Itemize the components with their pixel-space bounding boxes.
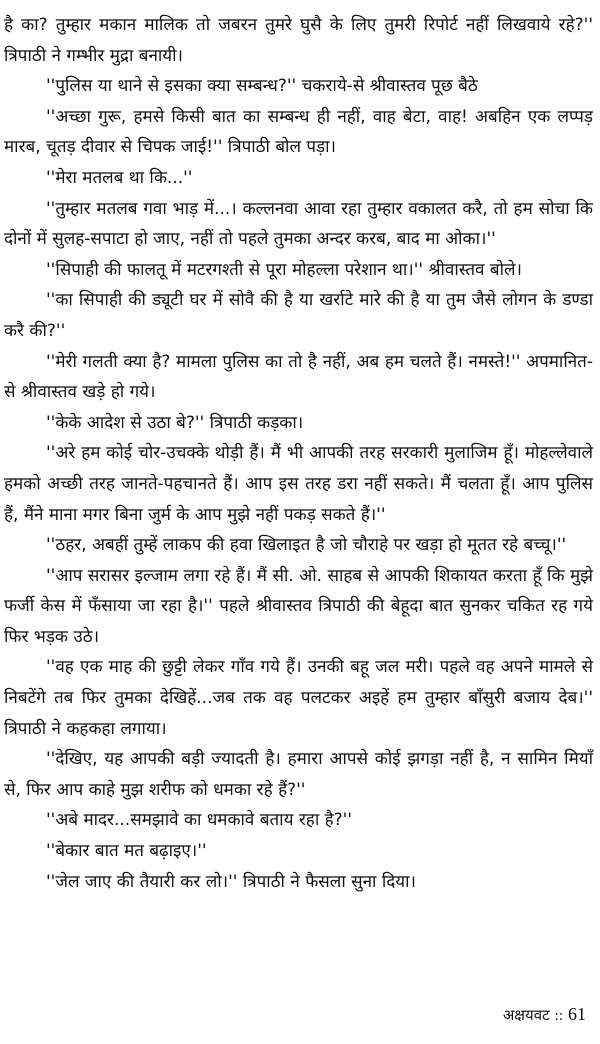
paragraph: है का? तुम्हार मकान मालिक तो जबरन तुमरे घुसै के लिए तुमरी रिपोर्ट नहीं लिखवाये रहे?'' त्रिपाठी ने गम्भीर मुद्रा बनायी। [4, 15, 593, 66]
page-number: 61 [568, 1004, 586, 1024]
paragraph: ''का सिपाही की ड्यूटी घर में सोवै की है या खर्राटे मारे की है या तुम जैसे लोगन के डण्डा करै की?'' [4, 290, 593, 341]
paragraph: ''बेकार बात मत बढ़ाइए।'' [46, 841, 207, 862]
paragraph: ''मेरी गलती क्या है? मामला पुलिस का तो है नहीं, अब हम चलते हैं। नमस्ते!'' अपमानित-से श्रीवास्तव खड़े हो गये। [4, 351, 593, 403]
page-footer [503, 1004, 586, 1025]
paragraph: ''पुलिस या थाने से इसका क्या सम्बन्ध?'' चकराये-से श्रीवास्तव पूछ बैठे [46, 76, 478, 97]
paragraph: ''आप सरासर इल्जाम लगा रहे हैं। मैं सी. ओ. साहब से आपकी शिकायत करता हूँ कि मुझे फर्जी केस में फँसाया जा रहा है।'' पहले श्रीवास्तव त्रिपाठी की बेहूदा बात सुनकर चकित रह गये फिर भड़क उठे। [4, 565, 593, 647]
paragraph: ''अबे मादर...समझावे का धमकावे बताय रहा है?'' [46, 810, 353, 831]
paragraph: ''वह एक माह की छुट्टी लेकर गाँव गये हैं। उनकी बहू जल मरी। पहले वह अपने मामले से निबटेंगे तब फिर तुमका देखिहें...जब तक वह पलटकर अइहें हम तुम्हार बाँसुरी बजाय देब।'' त्रिपाठी ने कहकहा लगाया। [4, 657, 593, 739]
paragraph: ''अरे हम कोई चोर-उचक्के थोड़ी हैं। मैं भी आपकी तरह सरकारी मुलाजिम हूँ। मोहल्लेवाले हमको अच्छी तरह जानते-पहचानते हैं। आप इस तरह डरा नहीं सकते। मैं चलता हूँ। आप पुलिस हैं, मैंने माना मगर बिना जुर्म के आप मुझे नहीं पकड़ सकते हैं।'' [4, 443, 593, 525]
paragraph: ''सिपाही की फालतू में मटरगश्ती से पूरा मोहल्ला परेशान था।'' श्रीवास्तव बोले। [46, 259, 522, 280]
paragraph: ''अच्छा गुरू, हमसे किसी बात का सम्बन्ध ही नहीं, वाह बेटा, वाह! अबहिन एक लप्पड़ मारब, चूतड़ दीवार से चिपक जाई!'' त्रिपाठी बोल पड़ा। [4, 106, 593, 158]
paragraph: ''केके आदेश से उठा बे?'' त्रिपाठी कड़का। [46, 412, 304, 433]
paragraph: ''मेरा मतलब था कि...'' [46, 167, 193, 188]
running-title: अक्षयवट [502, 1006, 550, 1024]
paragraph: ''ठहर, अबहीं तुम्हें लाकप की हवा खिलाइत है जो चौराहे पर खड़ा हो मूतत रहे बच्चू।'' [46, 535, 567, 556]
paragraph: ''तुम्हार मतलब गवा भाड़ में...। कल्लनवा आवा रहा तुम्हार वकालत करै, तो हम सोचा कि दोनों में सुलह-सपाटा हो जाए, नहीं तो पहले तुमका अन्दर करब, बाद मा ओका।'' [4, 198, 593, 250]
paragraph: ''देखिए, यह आपकी बड़ी ज्यादती है। हमारा आपसे कोई झगड़ा नहीं है, न सामिन मियाँ से, फिर आप काहे मुझ शरीफ को धमका रहे हैं?'' [4, 749, 593, 800]
footer-separator: :: [554, 1008, 563, 1024]
paragraph: ''जेल जाए की तैयारी कर लो।'' त्रिपाठी ने फैसला सुना दिया। [46, 871, 416, 892]
page-body [4, 10, 593, 897]
